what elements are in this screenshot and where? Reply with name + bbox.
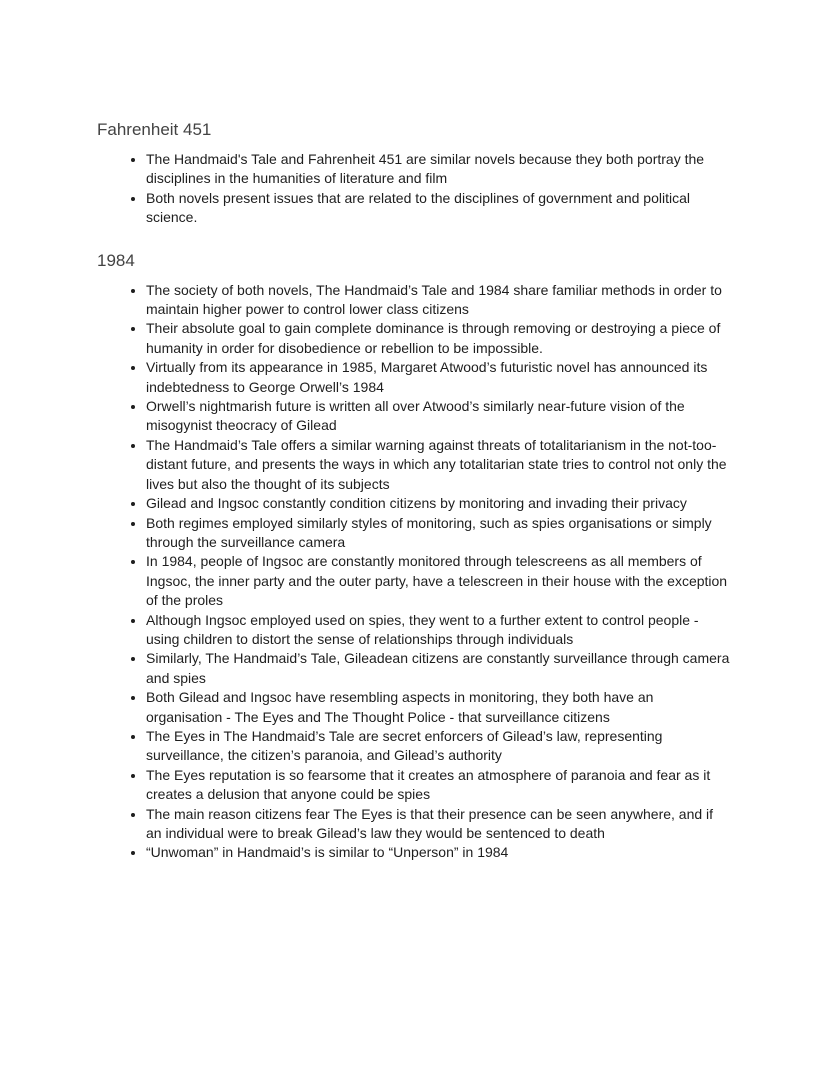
bullet-list-fahrenheit-451 (97, 150, 731, 228)
section-heading-fahrenheit-451: Fahrenheit 451 (97, 120, 212, 139)
section-heading-1984: 1984 (97, 250, 135, 270)
list-item: • The Handmaid’s Tale offers a similar warning against threats of totalitarianism in the not-too-distant future, and presents the ways in which any totalitarian state tries to control not only the lives but also the thought of its subjects (146, 436, 731, 494)
list-item: • The society of both novels, The Handmaid’s Tale and 1984 share familiar methods in order to maintain higher power to control lower class citizens (146, 281, 731, 320)
list-item: • Both novels present issues that are related to the disciplines of government and political science. (146, 189, 731, 228)
list-item: • The Eyes reputation is so fearsome that it creates an atmosphere of paranoia and fear as it creates a delusion that anyone could be spies (146, 766, 731, 805)
bullet-list-1984 (97, 281, 731, 863)
list-item: • Although Ingsoc employed used on spies, they went to a further extent to control people - using children to distort the sense of relationships through individuals (146, 611, 731, 650)
list-item: • Both regimes employed similarly styles of monitoring, such as spies organisations or simply through the surveillance camera (146, 514, 731, 553)
list-item: • Orwell’s nightmarish future is written all over Atwood’s similarly near-future vision of the misogynist theocracy of Gilead (146, 397, 731, 436)
list-item: • Their absolute goal to gain complete dominance is through removing or destroying a piece of humanity in order for disobedience or rebellion to be impossible. (146, 319, 731, 358)
list-item: • Virtually from its appearance in 1985, Margaret Atwood’s futuristic novel has announced its indebtedness to George Orwell’s 1984 (146, 358, 731, 397)
section-1984 (97, 250, 731, 863)
list-item: • Both Gilead and Ingsoc have resembling aspects in monitoring, they both have an organisation - The Eyes and The Thought Police - that surveillance citizens (146, 688, 731, 727)
list-item: • Similarly, The Handmaid’s Tale, Gileadean citizens are constantly surveillance through camera and spies (146, 649, 731, 688)
list-item: • The Handmaid's Tale and Fahrenheit 451 are similar novels because they both portray the disciplines in the humanities of literature and film (146, 150, 731, 189)
list-item: • The main reason citizens fear The Eyes is that their presence can be seen anywhere, and if an individual were to break Gilead’s law they would be sentenced to death (146, 805, 731, 844)
list-item: • “Unwoman” in Handmaid’s is similar to “Unperson” in 1984 (146, 843, 731, 862)
section-fahrenheit-451 (97, 119, 731, 228)
list-item: • In 1984, people of Ingsoc are constantly monitored through telescreens as all members of Ingsoc, the inner party and the outer party, have a telescreen in their house with the exception of the proles (146, 552, 731, 610)
list-item: • The Eyes in The Handmaid’s Tale are secret enforcers of Gilead’s law, representing surveillance, the citizen’s paranoia, and Gilead’s authority (146, 727, 731, 766)
list-item: • Gilead and Ingsoc constantly condition citizens by monitoring and invading their privacy (146, 494, 731, 513)
